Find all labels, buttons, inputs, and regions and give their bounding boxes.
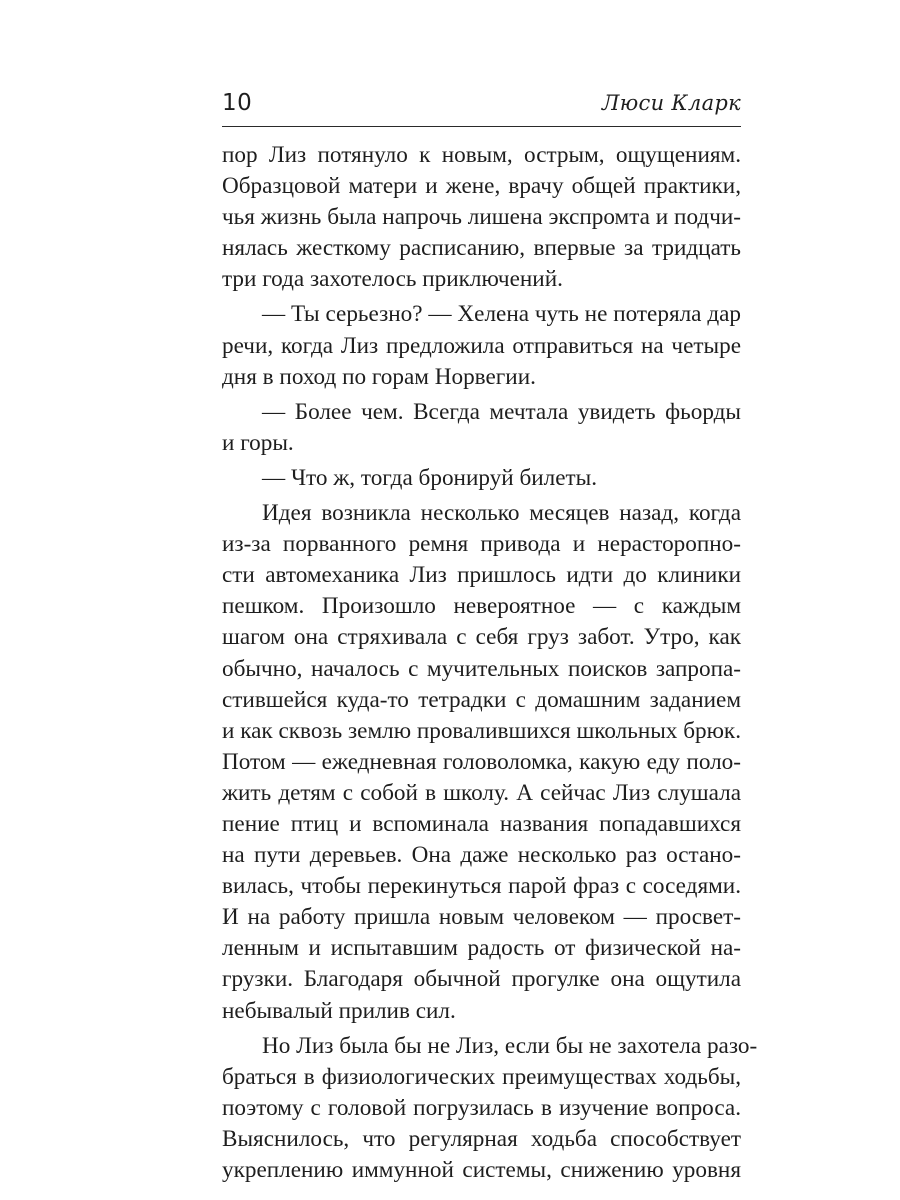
text-line: Но Лиз была бы не Лиз, если бы не захотела разо- — [262, 1032, 758, 1059]
text-line: вилась, чтобы перекинуться парой фраз с соседями. — [222, 873, 741, 900]
text-line: пение птиц и вспоминала названия попадавшихся — [222, 810, 741, 837]
text-line: на пути деревьев. Она даже несколько раз остано- — [222, 842, 741, 869]
text-line: небывалый прилив сил. — [222, 997, 456, 1024]
text-line: укреплению иммунной системы, снижению уровня — [222, 1157, 741, 1183]
text-line: пешком. Произошло невероятное — с каждым — [222, 593, 741, 620]
text-line: жить детям с собой в школу. А сейчас Лиз слушала — [222, 779, 741, 806]
text-line: три года захотелось приключений. — [222, 266, 563, 293]
text-line: браться в физиологических преимуществах ходьбы, — [222, 1063, 741, 1090]
text-line: — Что ж, тогда бронируй билеты. — [262, 464, 598, 491]
running-header — [222, 86, 741, 127]
text-line: стившейся куда-то тетрадки с домашним заданием — [222, 686, 741, 713]
text-line: дня в поход по горам Норвегии. — [222, 363, 536, 390]
text-line: Выяснилось, что регулярная ходьба способствует — [222, 1125, 741, 1152]
text-line: грузки. Благодаря обычной прогулке она ощутила — [222, 966, 741, 993]
text-line: сти автомеханика Лиз пришлось идти до клиники — [222, 562, 741, 589]
text-line: из-за порванного ремня привода и нерасторопно- — [222, 531, 741, 558]
text-line: нялась жесткому расписанию, впервые за тридцать — [222, 235, 741, 262]
page-number: 10 — [222, 90, 253, 116]
text-line: обычно, началось с мучительных поисков запропа- — [222, 655, 741, 682]
text-line: и горы. — [222, 429, 294, 456]
text-line: пор Лиз потянуло к новым, острым, ощущениям. — [222, 142, 741, 168]
text-line: и как сквозь землю провалившихся школьных брюк. — [222, 717, 741, 744]
author-name: Люси Кларк — [601, 91, 741, 115]
text-line: поэтому с головой погрузилась в изучение вопроса. — [222, 1094, 741, 1121]
text-line: Образцовой матери и жене, врачу общей практики, — [222, 173, 741, 200]
text-line: — Ты серьезно? — Хелена чуть не потеряла дар — [262, 301, 741, 328]
text-line: речи, когда Лиз предложила отправиться на четыре — [222, 332, 741, 359]
text-line: И на работу пришла новым человеком — просвет- — [222, 904, 741, 931]
text-line: шагом она стряхивала с себя груз забот. Утро, как — [222, 624, 741, 651]
text-line: Потом — ежедневная головоломка, какую еду поло- — [222, 748, 741, 775]
text-line: Идея возникла несколько месяцев назад, когда — [262, 500, 741, 527]
text-line: — Более чем. Всегда мечтала увидеть фьорды — [262, 398, 741, 425]
text-line: ленным и испытавшим радость от физической на- — [222, 935, 741, 962]
body-text — [222, 140, 758, 1186]
text-line: чья жизнь была напрочь лишена экспромта и подчи- — [222, 204, 741, 231]
